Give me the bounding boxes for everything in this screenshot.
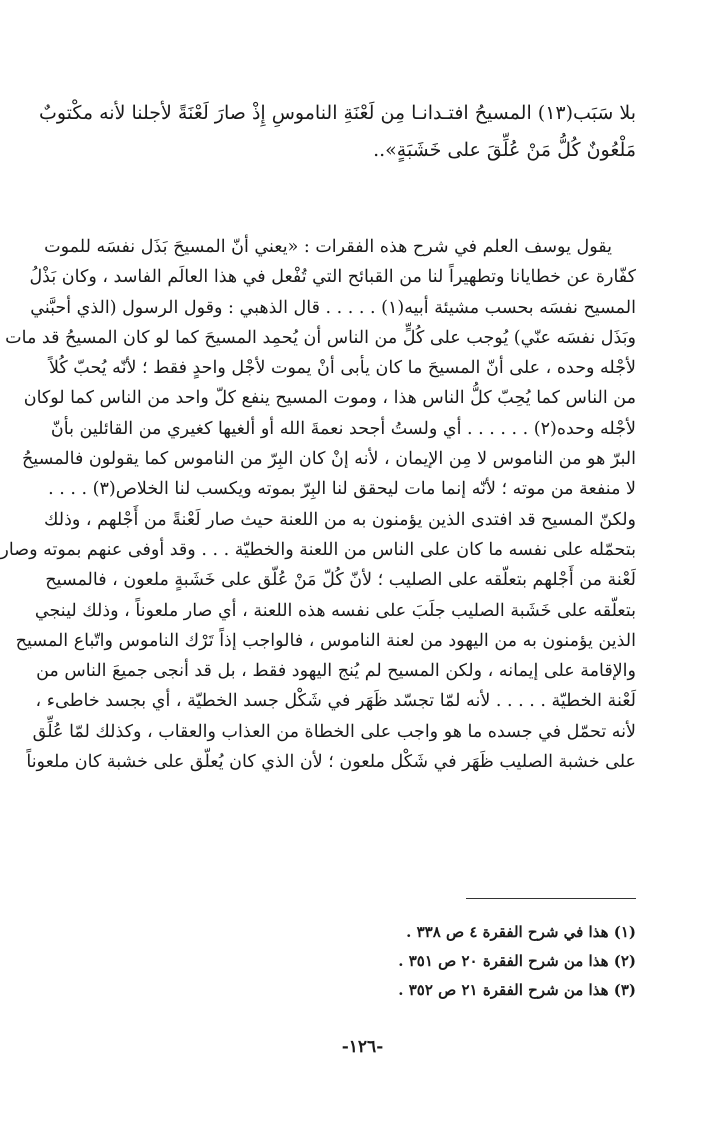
- text-line: لأنه تحمّل في جسده ما هو واجب على الخطاة من العذاب والعقاب ، وكذلك لمّا عُلِّق: [32, 721, 636, 742]
- text-line: والإقامة على إيمانه ، ولكن المسيح لم يُنج اليهود فقط ، بل قد أنجى جميعَ الناس من: [36, 661, 636, 682]
- text-line: لا منفعة من موته ؛ لأنّه إنما مات ليحقق لنا البِرّ بموته ويكسب لنا الخلاص(٣) . . . .: [48, 479, 636, 500]
- footnote: (١) هذا في شرح الفقرة ٤ ص ٣٣٨ .: [406, 923, 636, 941]
- text-line: البرّ هو من الناموس لا مِن الإيمان ، لأنه إنْ كان البِرّ من الناموس كما يقولون فالمسيحُ: [22, 449, 636, 470]
- quotation-paragraph: [38, 95, 636, 169]
- footnote: (٣) هذا من شرح الفقرة ٢١ ص ٣٥٢ .: [398, 981, 636, 999]
- text-line: المسيح نفسَه بحسب مشيئة أبيه(١) . . . . . قال الذهبي : وقول الرسول (الذي أحبَّني: [30, 297, 636, 318]
- text-line: بتحمّله على نفسه ما كان على الناس من اللعنة والخطيّة . . . وقد أوفى عنهم بموته وصار: [0, 539, 636, 560]
- page-number: -١٢٦-: [341, 1037, 384, 1057]
- text-line: لَعْنة من أَجْلهم بتعلّقه على الصليب ؛ لأنّ كُلّ مَنْ عُلّق على خَشَبةٍ ملعون ، فالمسيح: [45, 570, 636, 591]
- text-line: مَلْعُونٌ كُلُّ مَنْ عُلِّقَ على خَشَبَةٍ»..: [373, 139, 636, 161]
- text-line: لأجْله وحده(٢) . . . . . . أي ولستُ أجحد نعمةَ الله أو ألغيها كغيري من القائلين بأنّ: [50, 418, 636, 439]
- text-line: كفّارة عن خطايانا وتطهيراً لنا من القبائح التي تُفْعل في هذا العالَم الفاسد ، وكان بَذْلُ: [29, 267, 636, 288]
- text-line: بتعلّقه على خَشَبة الصليب جلَبَ على نفسه هذه اللعنة ، أي صار ملعوناً ، وذلك لينجي: [34, 600, 636, 621]
- footnotes: [71, 918, 636, 1005]
- text-line: ولكنّ المسيح قد افتدى الذين يؤمنون به من اللعنة حيث صار لَعْنةً من أَجْلهم ، وذلك: [44, 509, 636, 530]
- text-line: لأجْله وحده ، على أنّ المسيحَ ما كان يأبى أنْ يموت لأجْل واحدٍ فقط ؛ لأنّه يُحبّ كُلاً: [48, 358, 636, 379]
- text-line: وبَذَل نفسَه عنّي) يُوجب على كُلٍّ من الناس أن يُحمِد المسيحَ كما لو كان المسيحُ قد مات: [5, 327, 636, 348]
- text-line: الذين يؤمنون به من اليهود من لعنة الناموس ، فالواجب إذاً تَرْك الناموس واتّباع المسيح: [15, 630, 636, 651]
- text-line: لَعْنة الخطيّة . . . . . لأنه لمّا تجسّد ظَهَر في شَكْل جسد الخطيّة ، أي بجسد خاطىء ،: [35, 691, 636, 712]
- text-line: بلا سَبَب(١٣) المسيحُ افتـدانـا مِن لَعْنَةِ الناموسِ إِذْ صارَ لَعْنَةً لأجلنا لأنه مكْتوبٌ: [38, 102, 636, 124]
- commentary-paragraph: [0, 232, 636, 777]
- footnote: (٢) هذا من شرح الفقرة ٢٠ ص ٣٥١ .: [398, 952, 636, 970]
- text-line: من الناس كما يُحِبّ كلُّ الناس هذا ، وموت المسيح ينفع كلّ واحد من الناس كما لوكان: [23, 388, 636, 409]
- footnote-separator: [466, 898, 636, 899]
- text-line: يقول يوسف العلم في شرح هذه الفقرات : «يعني أنّ المسيحَ بَذَل نفسَه للموت: [44, 237, 612, 257]
- text-line: على خشبة الصليب ظَهَر في شَكْل ملعون ؛ لأن الذي كان يُعلّق على خشبة كان ملعوناً: [26, 752, 636, 773]
